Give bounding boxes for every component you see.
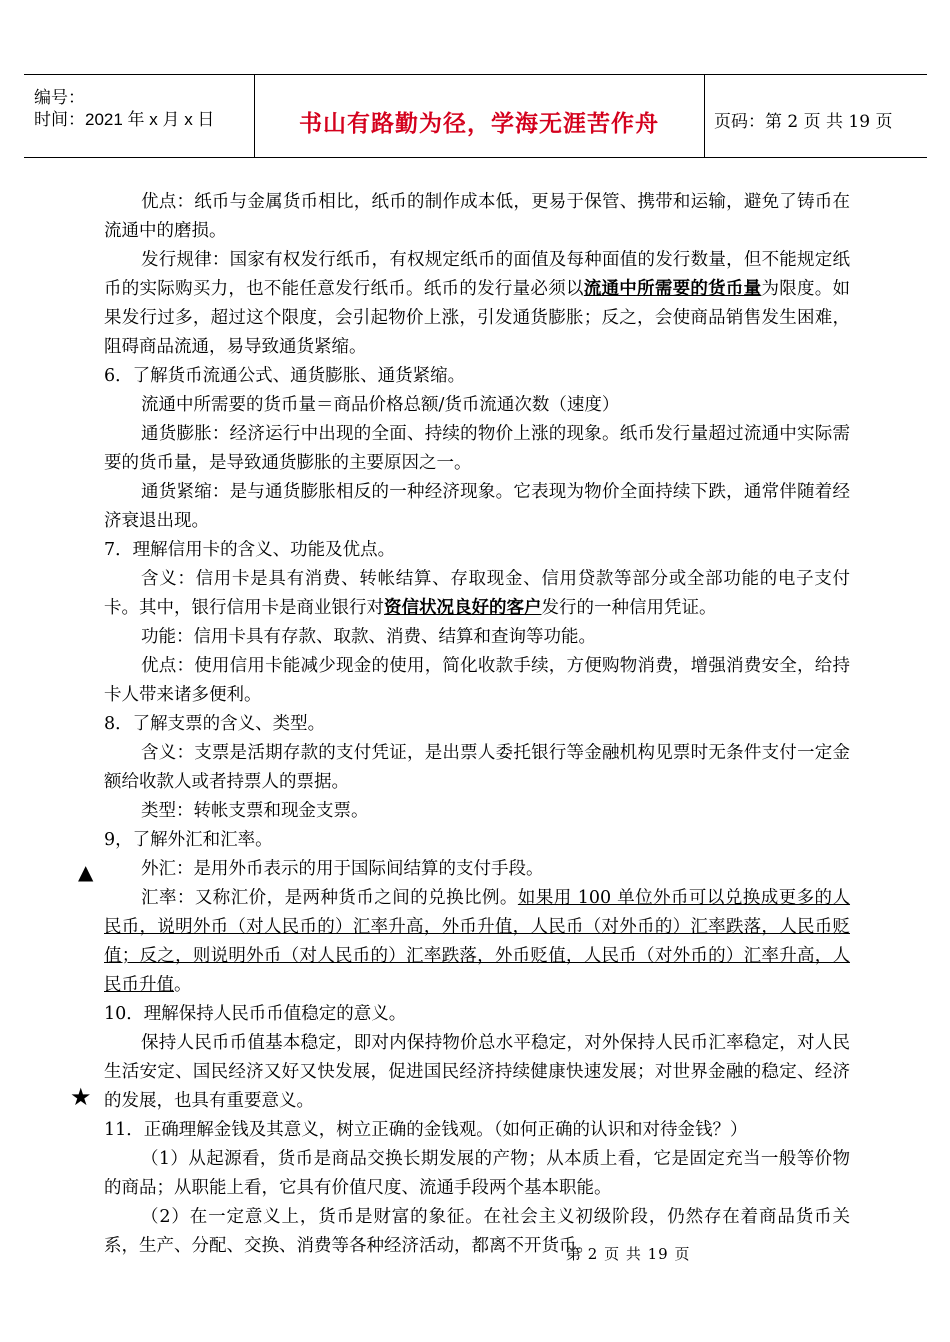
star-marker-icon: ★ <box>70 1083 92 1111</box>
text-run: 含义：信用卡是具有消费、转帐结算、存取现金、信用贷款等部分或全部功能的电子支付卡。其中，银行信用卡是商业银行对 <box>104 569 850 618</box>
document-header <box>24 74 927 158</box>
heading-11: 11．正确理解金钱及其意义，树立正确的金钱观。（如何正确的认识和对待金钱？） <box>104 1120 748 1140</box>
paragraph-cheque-meaning: 含义：支票是活期存款的支付凭证，是出票人委托银行等金融机构见票时无条件支付一定金额给收款人或者持票人的票据。 <box>104 743 850 792</box>
heading-7: 7．理解信用卡的含义、功能及优点。 <box>104 540 396 560</box>
paragraph-money-origin: （1）从起源看，货币是商品交换长期发展的产物；从本质上看，它是固定充当一般等价物的商品；从职能上看，它具有价值尺度、流通手段两个基本职能。 <box>104 1149 850 1198</box>
heading-8: 8．了解支票的含义、类型。 <box>104 714 326 734</box>
paragraph-cheque-type: 类型：转帐支票和现金支票。 <box>141 801 369 821</box>
page-info: 页码：第 2 页 共 19 页 <box>714 112 893 132</box>
triangle-marker-icon: ▲ <box>78 860 94 884</box>
header-motto-cell <box>254 75 705 157</box>
paragraph-advantages: 优点：纸币与金属货币相比，纸币的制作成本低，更易于保管、携带和运输，避免了铸币在流通中的磨损。 <box>104 192 850 241</box>
heading-10: 10．理解保持人民币币值稳定的意义。 <box>104 1004 407 1024</box>
paragraph-formula: 流通中所需要的货币量＝商品价格总额/货币流通次数（速度） <box>141 395 620 415</box>
key-term: 流通中所需要的货币量 <box>583 279 762 299</box>
document-body <box>104 188 850 1261</box>
underlined-text: 如果用 100 单位外币可以兑换成更多的人民币，说明外币（对人民币的）汇率升高，外币升值，人民币（对外币的）汇率跌落，人民币贬值；反之，则说明外币（对人民币的）汇率跌落，外币贬值，人民币（对外币的）汇率升高，人民币升值 <box>104 888 851 995</box>
paragraph-credit-card-meaning <box>104 565 850 623</box>
page-footer: 第 2 页 共 19 页 <box>566 1245 691 1263</box>
heading-6: 6．了解货币流通公式、通货膨胀、通货紧缩。 <box>104 366 466 386</box>
text-run: 为限度。如果发行过多，超过这个限度，会引起物价上涨，引发通货膨胀；反之，会使商品销售发生困难，阻碍商品流通，易导致通货紧缩。 <box>104 279 851 357</box>
paragraph-issuance-rule <box>104 246 850 362</box>
number-label: 编号： <box>34 88 85 107</box>
header-meta-cell <box>24 75 255 157</box>
text-run: 发行规律：国家有权发行纸币，有权规定纸币的面值及每种面值的发行数量，但不能规定纸币的实际购买力，也不能任意发行纸币。纸币的发行量必须以 <box>104 250 850 299</box>
heading-9: 9，了解外汇和汇率。 <box>104 830 273 850</box>
paragraph-deflation: 通货紧缩：是与通货膨胀相反的一种经济现象。它表现为物价全面持续下跌，通常伴随着经济衰退出现。 <box>104 482 850 531</box>
paragraph-rmb-stability: 保持人民币币值基本稳定，即对内保持物价总水平稳定，对外保持人民币汇率稳定，对人民生活安定、国民经济又好又快发展，促进国民经济持续健康快速发展；对世界金融的稳定、经济的发展，也具有重要意义。 <box>104 1033 850 1111</box>
paragraph-money-wealth: （2）在一定意义上，货币是财富的象征。在社会主义初级阶段，仍然存在着商品货币关系，生产、分配、交换、消费等各种经济活动，都离不开货币。 <box>104 1207 850 1256</box>
text-run: 汇率：又称汇价，是两种货币之间的兑换比例。 <box>141 888 518 908</box>
paragraph-forex: 外汇：是用外币表示的用于国际间结算的支付手段。 <box>141 859 544 879</box>
text-run: 发行的一种信用凭证。 <box>541 598 717 618</box>
key-term: 资信状况良好的客户 <box>384 598 542 618</box>
paragraph-exchange-rate <box>104 884 850 1000</box>
paragraph-credit-card-function: 功能：信用卡具有存款、取款、消费、结算和查询等功能。 <box>141 627 596 647</box>
time-label: 时间：2021 年 x 月 x 日 <box>34 110 215 129</box>
paragraph-credit-card-advantage: 优点：使用信用卡能减少现金的使用，简化收款手续，方便购物消费，增强消费安全，给持卡人带来诸多便利。 <box>104 656 850 705</box>
text-run: 。 <box>174 975 192 995</box>
paragraph-inflation: 通货膨胀：经济运行中出现的全面、持续的物价上涨的现象。纸币发行量超过流通中实际需要的货币量，是导致通货膨胀的主要原因之一。 <box>104 424 850 473</box>
header-page-cell <box>704 75 927 157</box>
motto-text: 书山有路勤为径，学海无涯苦作舟 <box>299 110 659 137</box>
